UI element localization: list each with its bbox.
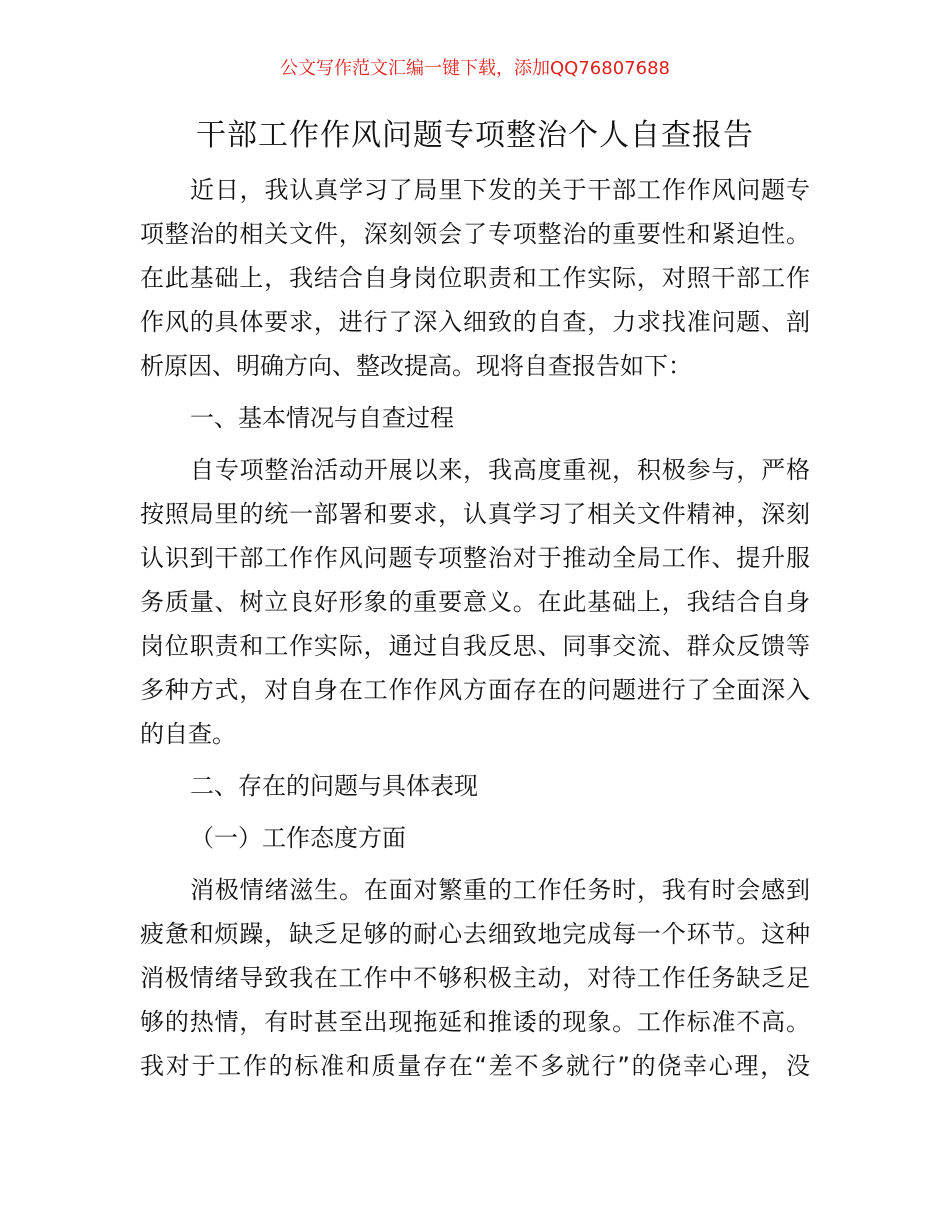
- section-heading: [140, 396, 810, 440]
- text-line: 消极情绪滋生。在面对繁重的工作任务时，我有时会感到: [190, 876, 810, 904]
- document-title: 干部工作作风问题专项整治个人自查报告: [196, 118, 754, 153]
- paragraph: [140, 868, 810, 1088]
- paragraph: [140, 448, 810, 756]
- text-line: 认识到干部工作作风问题专项整治对于推动全局工作、提升服: [140, 544, 810, 572]
- text-line: 多种方式，对自身在工作作风方面存在的问题进行了全面深入: [140, 676, 810, 704]
- text-line: 消极情绪导致我在工作中不够积极主动，对待工作任务缺乏足: [140, 964, 810, 992]
- text-line: 一、基本情况与自查过程: [190, 404, 454, 432]
- text-line: 按照局里的统一部署和要求，认真学习了相关文件精神，深刻: [140, 500, 810, 528]
- text-line: 务质量、树立良好形象的重要意义。在此基础上，我结合自身: [140, 588, 810, 616]
- section-heading: [140, 816, 810, 860]
- text-line: 自专项整治活动开展以来，我高度重视，积极参与，严格: [190, 456, 810, 484]
- text-line: 项整治的相关文件，深刻领会了专项整治的重要性和紧迫性。: [140, 220, 810, 248]
- text-line: 二、存在的问题与具体表现: [190, 772, 478, 800]
- text-line: （一）工作态度方面: [190, 824, 406, 852]
- text-line: 够的热情，有时甚至出现拖延和推诿的现象。工作标准不高。: [140, 1008, 810, 1036]
- text-line: 岗位职责和工作实际，通过自我反思、同事交流、群众反馈等: [140, 632, 810, 660]
- text-line: 的自查。: [140, 720, 236, 748]
- text-line: 疲惫和烦躁，缺乏足够的耐心去细致地完成每一个环节。这种: [140, 920, 810, 948]
- text-line: 我对于工作的标准和质量存在“差不多就行”的侥幸心理，没: [140, 1052, 810, 1080]
- download-banner: 公文写作范文汇编一键下载，添加QQ76807688: [280, 58, 670, 79]
- text-line: 作风的具体要求，进行了深入细致的自查，力求找准问题、剖: [140, 308, 810, 336]
- text-line: 在此基础上，我结合自身岗位职责和工作实际，对照干部工作: [140, 264, 810, 292]
- text-line: 析原因、明确方向、整改提高。现将自查报告如下：: [140, 352, 692, 380]
- text-line: 近日，我认真学习了局里下发的关于干部工作作风问题专: [190, 176, 810, 204]
- paragraph: [140, 168, 810, 388]
- document-body: [140, 168, 810, 1096]
- section-heading: [140, 764, 810, 808]
